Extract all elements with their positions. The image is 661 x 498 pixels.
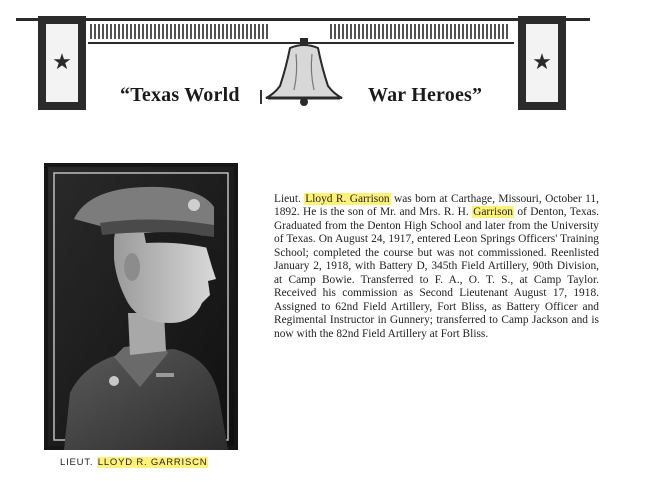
star-icon: ★ xyxy=(532,50,552,75)
biography-paragraph xyxy=(274,193,599,341)
bio-name-highlighted: Lloyd R. Garrison xyxy=(305,193,390,205)
banner-balustrade-left xyxy=(90,24,270,39)
header-title-left: “Texas World xyxy=(120,84,240,106)
caption-prefix: LIEUT. xyxy=(60,457,94,468)
bio-intro: Lieut. xyxy=(274,193,301,205)
star-icon: ★ xyxy=(52,50,72,75)
header-divider xyxy=(260,90,262,104)
service-flag-right xyxy=(518,16,566,110)
bio-surname-highlighted: Garrison xyxy=(473,206,513,219)
photo-caption xyxy=(60,457,208,468)
banner-balustrade-right xyxy=(330,24,510,39)
banner-rail-top xyxy=(16,18,590,21)
service-flag-left xyxy=(38,16,86,110)
caption-name-highlighted: LLOYD R. GARRISCN xyxy=(97,457,208,468)
page-header-banner xyxy=(0,0,661,120)
portrait-photo xyxy=(44,163,238,450)
bio-text-part1: was born at Carthage, Missouri, October 11, 1892. He is the son of Mr. and Mrs. R. H. xyxy=(274,193,599,219)
bio-text-part2: of Denton, Texas. Graduated from the Denton High School and later from the University of Texas. On August 24, 1917, entered Leon Springs Officers' Training School; completed the course but was not commissioned. Reenlisted January 2, 1918, with Battery D, 345th Field Artillery, 90th Division, at Camp Bowie. Transferred to F. A., O. T. S., at Camp Taylor. Received his commission as Second Lieutenant August 17, 1918. Assigned to 62nd Field Artillery, Fort Bliss, as Battery Officer and Regimental Instructor in Gunnery; transferred to Camp Jackson and is now with the 82nd Field Artillery at Fort Bliss. xyxy=(274,206,599,340)
portrait-image xyxy=(44,163,238,450)
header-title-right: War Heroes” xyxy=(368,84,483,106)
liberty-bell-icon xyxy=(262,38,346,108)
